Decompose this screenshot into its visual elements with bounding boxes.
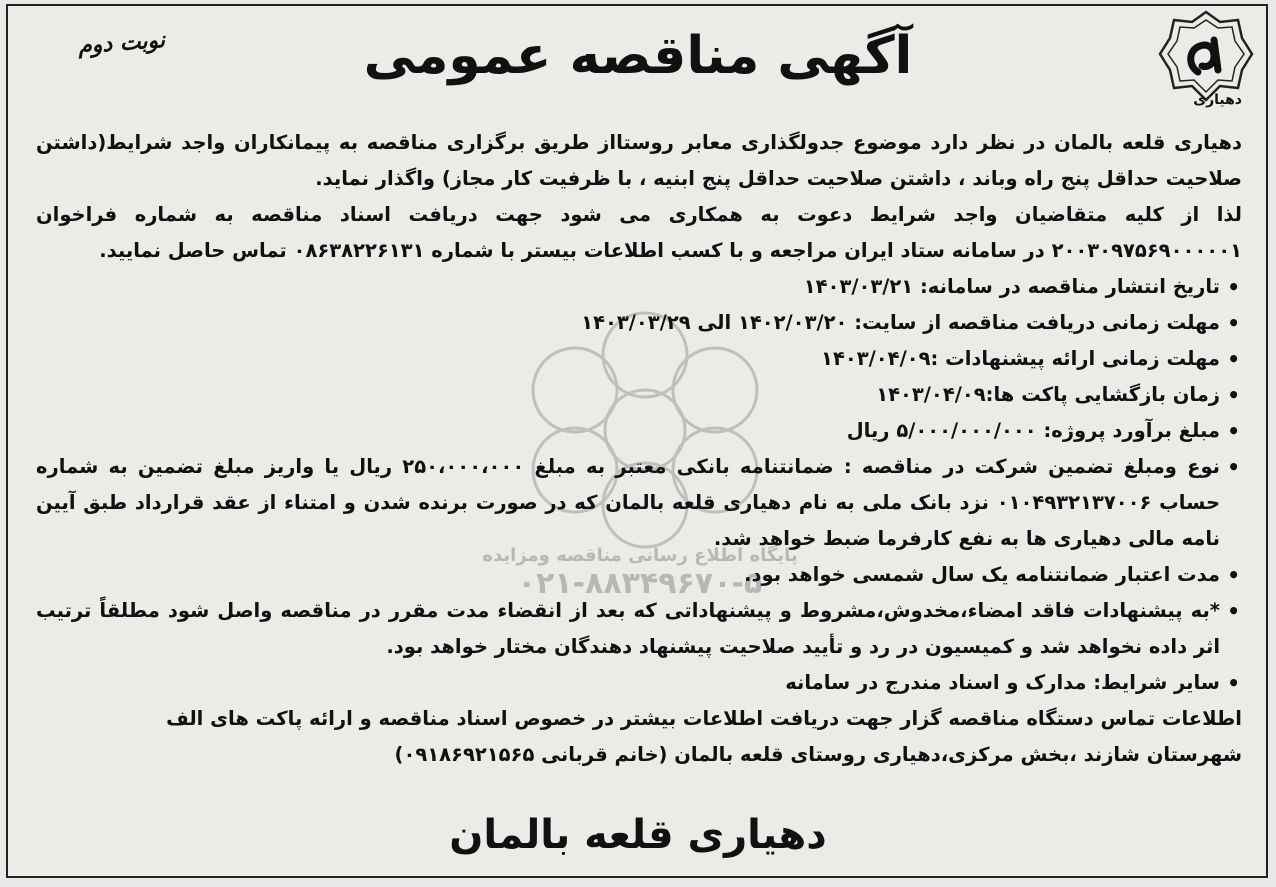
watermark-line-1: پایگاه اطلاع رسانی مناقصه ومزایده [482,545,798,566]
list-item-download-deadline: • مهلت زمانی دریافت مناقصه از سایت: ۱۴۰۲/۰۳/۲۰ الی ۱۴۰۳/۰۳/۲۹ [36,305,1220,341]
list-item-submission-deadline: • مهلت زمانی ارائه پیشنهادات :۱۴۰۳/۰۴/۰۹ [36,341,1220,377]
intro-paragraph-2: لذا از کلیه متقاضیان واجد شرایط دعوت به همکاری می شود جهت دریافت اسناد مناقصه به شماره فراخوان ۲۰۰۳۰۹۷۵۶۹۰۰۰۰۰۱ در سامانه ستاد ایران مراجعه و با کسب اطلاعات بیستر با شماره ۰۸۶۳۸۲۲۶۱۳۱ تماس حاصل نمایید. [36,203,1242,262]
list-item-opening-date: • زمان بازگشایی پاکت ها:۱۴۰۳/۰۴/۰۹ [36,377,1220,413]
page-title: آگهی مناقصه عمومی [363,26,913,86]
footer-title: دهیاری قلعه بالمان [449,812,827,858]
contact-line-2: شهرستان شازند ،بخش مرکزی،دهیاری روستای قلعه بالمان (خانم قربانی ۰۹۱۸۶۹۲۱۵۶۵) [394,743,1242,766]
list-item-other-terms: • سایر شرایط: مدارک و اسناد مندرج در سامانه [36,665,1220,701]
list-item-estimate: • مبلغ برآورد پروژه: ۵/۰۰۰/۰۰۰/۰۰۰ ریال [36,413,1220,449]
watermark-line-2: ۰۲۱-۸۸۳۴۹۶۷۰-۵ [517,566,763,601]
intro-paragraph-1: دهیاری قلعه بالمان در نظر دارد موضوع جدولگذاری معابر روستااز طریق برگزاری مناقصه به پیمانکاران واجد شرایط(داشتن صلاحیت حداقل پنج راه وباند ، داشتن صلاحیت حداقل پنج ابنیه ، با ظرفیت کار مجاز) واگذار نماید. [36,131,1242,190]
notice-body [36,125,1242,773]
list-item-guarantee-validity: • مدت اعتبار ضمانتنامه یک سال شمسی خواهد بود. [36,557,1220,593]
terms-list [36,269,1242,701]
contact-line-1: اطلاعات تماس دستگاه مناقصه گزار جهت دریافت اطلاعات بیشتر در خصوص اسناد مناقصه و ارائه پاکت های الف [166,707,1242,730]
list-item-rejection-terms: • *به پیشنهادات فاقد امضاء،مخدوش،مشروط و پیشنهاداتی که بعد از انقضاء مدت مقرر در مناقصه واصل شود مطلقاً ترتیب اثر داده نخواهد شد و کمیسیون در رد و تأیید صلاحیت پیشنهاد دهندگان مختار خواهد بود. [36,593,1220,665]
list-item-guarantee: • نوع ومبلغ تضمین شرکت در مناقصه : ضمانتنامه بانکی معتبر به مبلغ ۲۵۰،۰۰۰،۰۰۰ ریال یا واریز مبلغ تضمین به شماره حساب ۰۱۰۴۹۳۲۱۳۷۰۰۶ نزد بانک ملی به نام دهیاری قلعه بالمان که در صورت برنده شدن و امتناء از عقد قرارداد طبق آیین نامه مالی دهیاری ها به نفع کارفرما ضبط خواهد شد. [36,449,1220,557]
list-item-publish-date: • تاریخ انتشار مناقصه در سامانه: ۱۴۰۳/۰۳/۲۱ [36,269,1220,305]
logo-caption: دهیاری [1193,92,1242,108]
round-label: نوبت دوم [77,26,166,60]
